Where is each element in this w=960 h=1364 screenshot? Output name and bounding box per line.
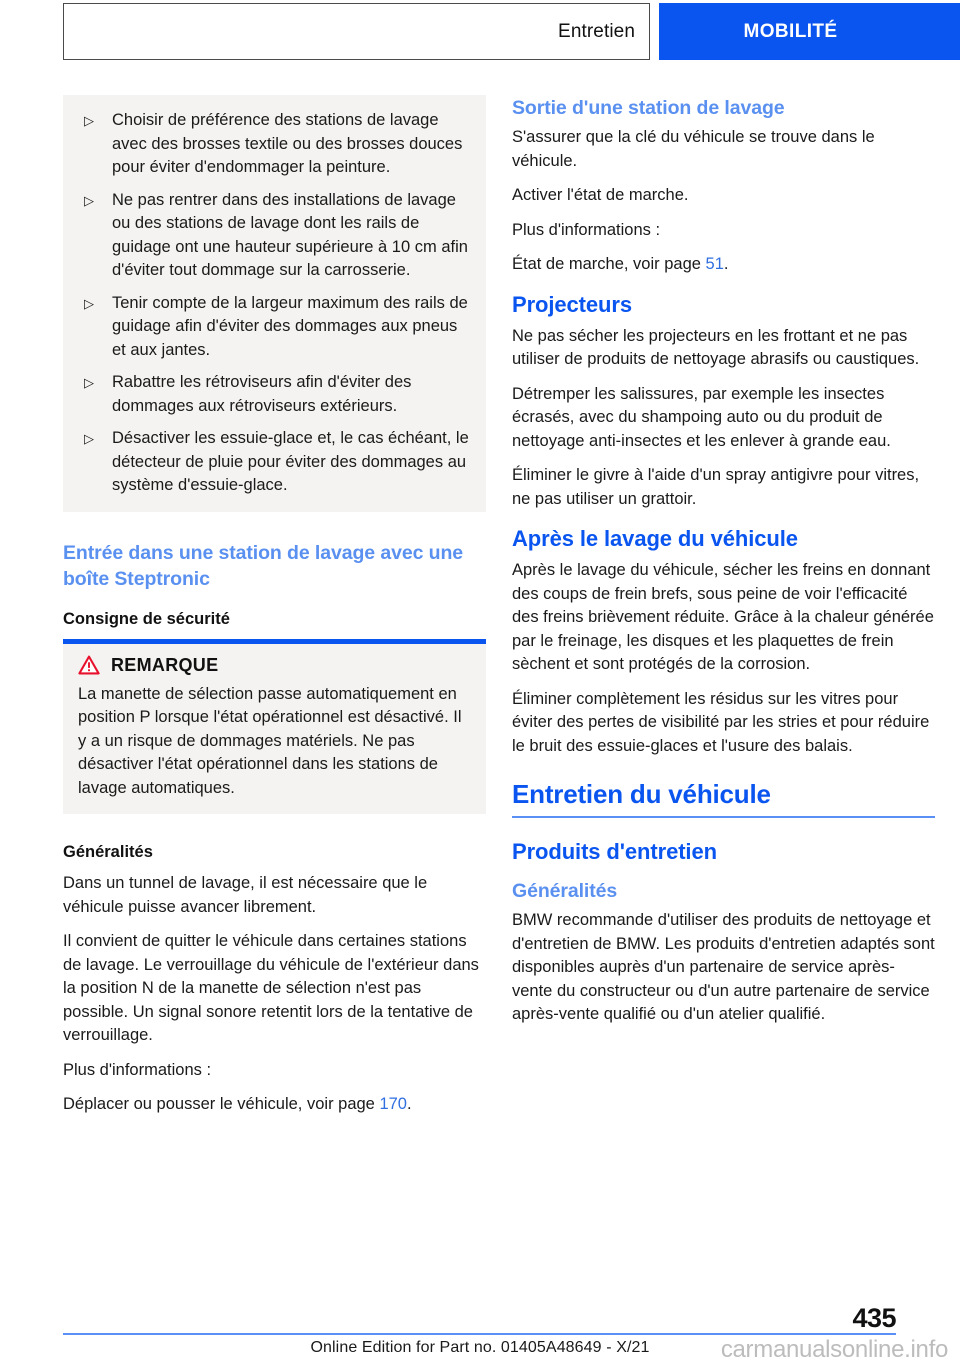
list-item-text: Choisir de préférence des stations de lavage avec des brosses textile ou des brosses douces pour éviter d'endommager la peinture.: [112, 111, 463, 176]
edition-text: Online Edition for Part no. 01405A48649 - X/21: [310, 1339, 650, 1356]
page-link-51[interactable]: 51: [705, 255, 724, 273]
heading-consigne-securite: Consigne de sécurité: [63, 609, 230, 628]
heading-underline: [512, 816, 935, 818]
page-number: 435: [852, 1303, 896, 1333]
triangle-bullet-icon: ▷: [84, 192, 94, 208]
list-item-text: Rabattre les rétroviseurs afin d'éviter des dommages aux rétroviseurs extérieurs.: [112, 373, 412, 415]
watermark: carmanualsonline.info: [720, 1336, 948, 1363]
notice-body: La manette de sélection passe automatiquement en position P lorsque l'état opérationnel est désactivé. Il y a un risque de dommages matériels. Ne pas désactiver l'état opérationnel dans les stations de lavage automatiques.: [78, 684, 462, 797]
triangle-bullet-icon: ▷: [84, 295, 94, 311]
tab-entretien-label: Entretien: [558, 20, 635, 42]
cross-reference-period: .: [723, 255, 729, 273]
paragraph-quitter-vehicule: Il convient de quitter le véhicule dans certaines stations de lavage. Le verrouillage du véhicule de l'extérieur dans la position N de la manette de sélection n'est pas possible. Un signal sonore retentit lors de la tentative de verrouillage.: [63, 932, 479, 1044]
paragraph-residus-vitres: Éliminer complètement les résidus sur les vitres pour éviter des pertes de visibilité par les stries et pour réduire le bruit des essuie-glaces et l'usure des balais.: [512, 689, 930, 755]
heading-produits-entretien: Produits d'entretien: [512, 839, 717, 864]
heading-apres-lavage: Après le lavage du véhicule: [512, 526, 798, 551]
heading-generalites-left: Généralités: [63, 843, 153, 861]
paragraph-bmw-recommande: BMW recommande d'utiliser des produits de nettoyage et d'entretien de BMW. Les produits d'entretien adaptés sont disponibles auprès d'un partenaire de service après-vente du constructeur ou d'un autre partenaire de service après-vente qualifié ou d'un atelier qualifié.: [512, 911, 935, 1023]
notice-title: REMARQUE: [111, 654, 219, 675]
paragraph-secher-projecteurs: Ne pas sécher les projecteurs en les frottant et ne pas utiliser de produits de nettoyage abrasifs ou caustiques.: [512, 326, 920, 368]
paragraph-secher-freins: Après le lavage du véhicule, sécher les freins en donnant des coups de frein brefs, sous peine de voir l'efficacité des freins brièvement réduite. Grâce à la chaleur générée par le freinage, les disques et les plaquettes de frein sèchent et sont protégés de la corrosion.: [512, 561, 934, 673]
heading-entretien-vehicule: Entretien du véhicule: [512, 779, 771, 809]
cross-reference-period: .: [406, 1095, 412, 1113]
notice-remarque: [63, 644, 486, 815]
tab-mobilite[interactable]: [659, 3, 960, 60]
cross-reference-text: État de marche, voir page: [512, 255, 706, 273]
footer-rule: [63, 1333, 896, 1335]
list-item-text: Désactiver les essuie-glace et, le cas échéant, le détecteur de pluie pour éviter des dommages au système d'essuie-glace.: [112, 429, 469, 494]
list-item: [78, 109, 472, 180]
paragraph-plus-informations-right: Plus d'informations :: [512, 220, 661, 239]
list-item-text: Tenir compte de la largeur maximum des rails de guidage afin d'éviter des dommages aux pneus et aux jantes.: [112, 293, 468, 359]
triangle-bullet-icon: ▷: [84, 375, 94, 390]
heading-generalites-right: Généralités: [512, 880, 618, 902]
triangle-bullet-icon: ▷: [84, 113, 94, 128]
warning-triangle-icon: [78, 655, 100, 675]
heading-entree-station: Entrée dans une station de lavage avec une boîte Steptronic: [63, 541, 464, 590]
tab-entretien[interactable]: [63, 3, 650, 60]
paragraph-activer-etat: Activer l'état de marche.: [512, 186, 689, 204]
list-item: [78, 371, 472, 418]
list-item: [78, 189, 472, 283]
paragraph-detremper-salissures: Détremper les salissures, par exemple les insectes écrasés, avec du shampoing auto ou du produit de nettoyage anti-insectes et les enlever à grande eau.: [512, 384, 891, 450]
list-item-text: Ne pas rentrer dans des installations de lavage ou des stations de lavage dont les rails de guidage ont une hauteur supérieure à 10 cm afin d'éviter tout dommage sur la carrosserie.: [112, 190, 468, 279]
left-column: [63, 95, 486, 1128]
paragraph-eliminer-givre: Éliminer le givre à l'aide d'un spray antigivre pour vitres, ne pas utiliser un grattoir.: [512, 466, 920, 508]
heading-projecteurs: Projecteurs: [512, 291, 632, 317]
page-header: [0, 0, 960, 64]
right-column: [512, 95, 935, 1038]
cross-reference-etat-marche: [512, 253, 935, 277]
list-item: [78, 427, 472, 498]
paragraph-plus-informations: Plus d'informations :: [63, 1060, 212, 1079]
heading-sortie-station: Sortie d'une station de lavage: [512, 97, 785, 119]
cross-reference-deplacer: [63, 1093, 486, 1117]
tab-mobilite-label: MOBILITÉ: [743, 20, 838, 42]
notice-header: [78, 655, 471, 676]
list-item: [78, 292, 472, 363]
paragraph-cle-vehicule: S'assurer que la clé du véhicule se trouve dans le véhicule.: [512, 128, 875, 170]
paragraph-tunnel: Dans un tunnel de lavage, il est nécessaire que le véhicule puisse avancer librement.: [63, 874, 428, 916]
triangle-bullet-icon: ▷: [84, 431, 94, 446]
cross-reference-text: Déplacer ou pousser le véhicule, voir page: [63, 1095, 380, 1113]
safety-bullet-box: [63, 95, 486, 512]
bullet-list: [78, 109, 472, 498]
page-link-170[interactable]: 170: [379, 1095, 407, 1113]
